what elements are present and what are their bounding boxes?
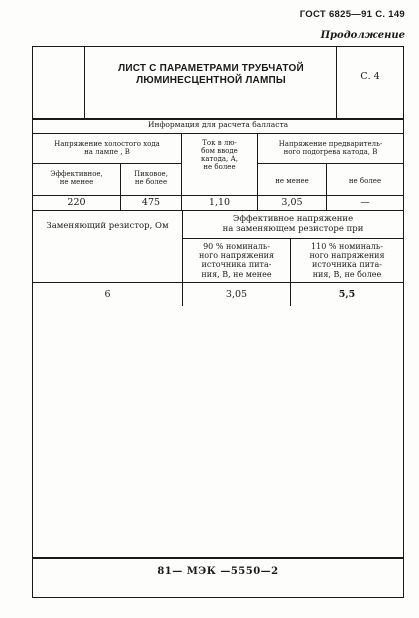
- title-left-divider: [84, 47, 85, 119]
- col-90-header-line1: 90 % номиналь-: [203, 242, 270, 251]
- ballast-header-bottom-rule: [33, 195, 403, 196]
- col-110-header: [291, 242, 403, 279]
- col-110-header-line3: источника пита-: [312, 260, 382, 270]
- col-90-header-line3: источника пита-: [201, 260, 272, 270]
- col-110-header-line2: ного напряжения: [309, 251, 385, 261]
- col-90-header: [183, 242, 290, 279]
- preheat-header: [258, 140, 403, 156]
- v110-value: 5,5: [338, 289, 356, 300]
- rms-header-line2: не менее: [59, 178, 94, 187]
- col-110-header-line4: ния, В, не более: [312, 269, 382, 279]
- preheat-header-line1: Напряжение предваритель-: [278, 140, 383, 148]
- continuation-label: Продолжение: [320, 30, 405, 41]
- ocv-header-line1: Напряжение холостого хода: [54, 140, 160, 148]
- peak-header-line1: Пиковое,: [134, 170, 168, 178]
- current-header-line4: не более: [203, 163, 236, 172]
- rms-header-line1: Эффективное,: [50, 170, 103, 178]
- title-right-divider: [336, 47, 337, 119]
- current-value: 1,10: [208, 197, 231, 208]
- current-header-line3: катода, А,: [200, 155, 239, 164]
- eff-voltage-header-line2: на заменяющем резисторе при: [222, 223, 364, 234]
- preheat-min-value: 3,05: [281, 197, 303, 208]
- eff-voltage-header: [183, 215, 403, 235]
- sheet-title-line2: ЛЮМИНЕСЦЕНТНОЙ ЛАМПЫ: [136, 74, 286, 86]
- sheet-page-label: С. 4: [360, 71, 380, 82]
- ocv-header-line2: на лампе , В: [84, 148, 130, 157]
- ballast-section-title: Информация для расчета балласта: [147, 120, 289, 129]
- sheet-title: [86, 63, 336, 86]
- peak-header: [121, 170, 181, 186]
- preheat-max-value: —: [360, 197, 370, 208]
- col-90-header-line4: ния, В, не менее: [201, 269, 272, 279]
- preheat-header-line2: ного подогрева катода, В: [283, 148, 378, 157]
- preheat-max-header: не более: [348, 177, 382, 185]
- resistor-header-bottom-rule: [33, 282, 403, 283]
- preheat-min-header: не менее: [275, 177, 309, 185]
- peak-value: 475: [141, 197, 161, 208]
- ocv-header: [33, 140, 181, 156]
- resistance-value: 6: [104, 289, 111, 300]
- col-90-header-line2: ного напряжения: [198, 251, 275, 261]
- ocv-sub-rule: [33, 163, 181, 164]
- footer-rule: [33, 557, 403, 559]
- current-header-line2: бом вводе: [201, 147, 238, 156]
- sheet-title-line1: ЛИСТ С ПАРАМЕТРАМИ ТРУБЧАТОЙ: [118, 63, 304, 74]
- eff-voltage-header-line1: Эффективное напряжение: [232, 214, 354, 224]
- page-header: ГОСТ 6825—91 С. 149: [299, 9, 405, 20]
- rms-value: 220: [67, 197, 86, 208]
- preheat-sub-rule: [257, 163, 403, 164]
- ballast-values-bottom-rule: [33, 210, 403, 211]
- v90-value: 3,05: [225, 289, 248, 300]
- rms-header: [33, 170, 120, 186]
- ballast-title-rule: [33, 133, 403, 134]
- resistor-label: Заменяющий резистор, Ом: [46, 221, 169, 231]
- footer-code: 81— МЭК —5550—2: [157, 566, 279, 577]
- col-110-header-line1: 110 % номиналь-: [311, 242, 383, 251]
- current-header: [182, 139, 257, 171]
- current-header-line1: Ток в лю-: [202, 139, 237, 147]
- peak-header-line2: не более: [134, 178, 168, 187]
- eff-header-rule: [182, 238, 403, 239]
